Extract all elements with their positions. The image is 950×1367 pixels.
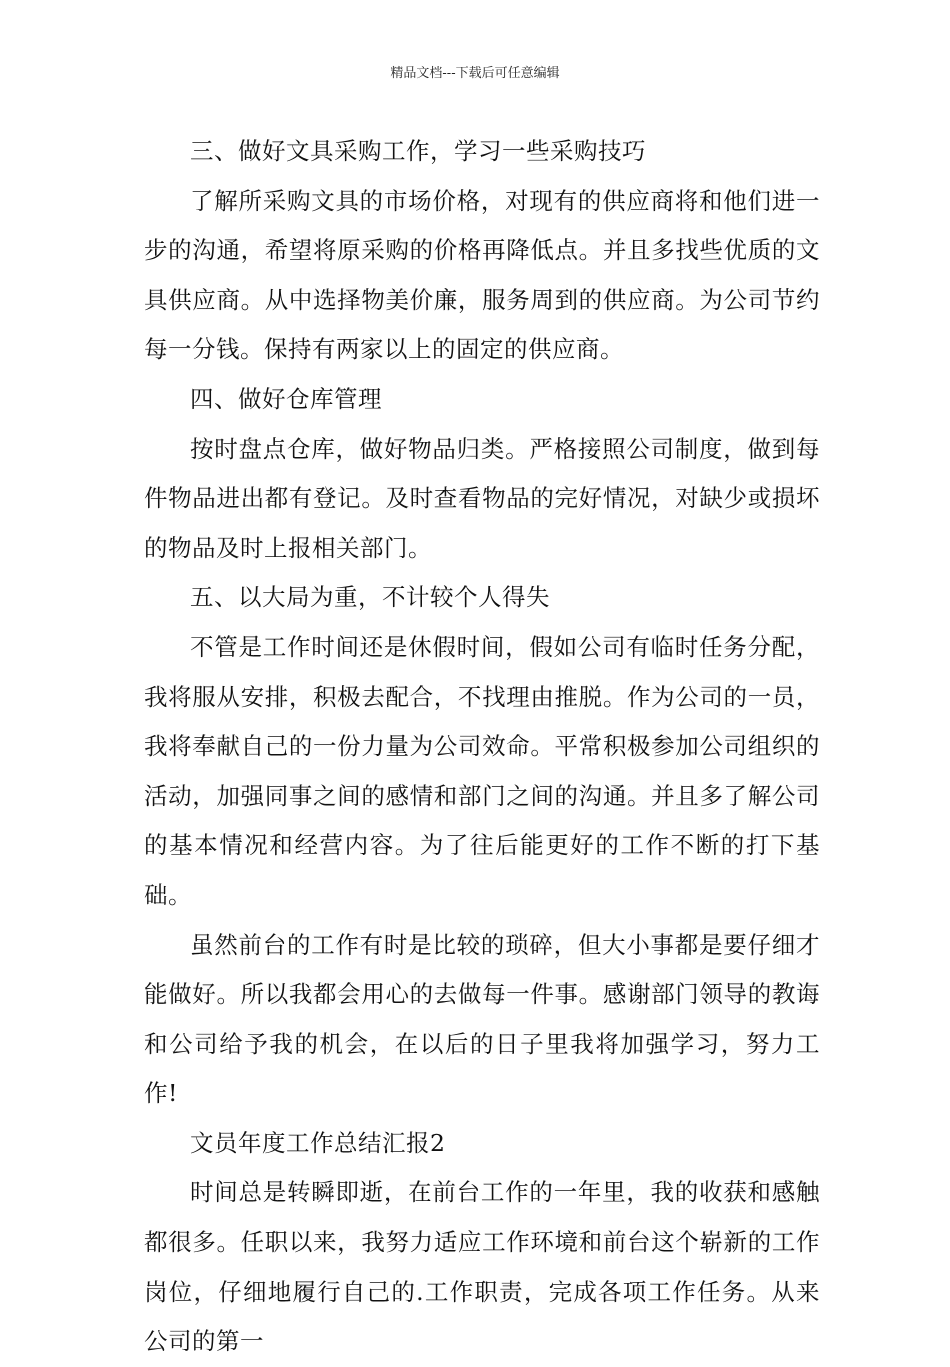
paragraph: 了解所采购文具的市场价格，对现有的供应商将和他们进一步的沟通，希望将原采购的价格再降低点。并且多找些优质的文具供应商。从中选择物美价廉，服务周到的供应商。为公司节约每一分钱。保持有两家以上的固定的供应商。 <box>144 186 820 364</box>
section-heading-4: 四、做好仓库管理 <box>190 384 382 413</box>
paragraph: 虽然前台的工作有时是比较的琐碎，但大小事都是要仔细才能做好。所以我都会用心的去做每一件事。感谢部门领导的教诲和公司给予我的机会，在以后的日子里我将加强学习，努力工作! <box>144 930 820 1108</box>
paragraph: 不管是工作时间还是休假时间，假如公司有临时任务分配，我将服从安排，积极去配合，不找理由推脱。作为公司的一员，我将奉献自己的一份力量为公司效命。平常积极参加公司组织的活动，加强同事之间的感情和部门之间的沟通。并且多了解公司的基本情况和经营内容。为了往后能更好的工作不断的打下基础。 <box>144 632 820 909</box>
page-header: 精品文档---下载后可任意编辑 <box>390 66 560 81</box>
section-heading-3: 三、做好文具采购工作，学习一些采购技巧 <box>190 137 646 165</box>
report-title: 文员年度工作总结汇报2 <box>190 1128 446 1157</box>
paragraph: 时间总是转瞬即逝，在前台工作的一年里，我的收获和感触都很多。任职以来，我努力适应工作环境和前台这个崭新的工作岗位，仔细地履行自己的.工作职责，完成各项工作任务。从来公司的第一 <box>144 1178 820 1356</box>
paragraph: 按时盘点仓库，做好物品归类。严格接照公司制度，做到每件物品进出都有登记。及时查看物品的完好情况，对缺少或损坏的物品及时上报相关部门。 <box>144 434 820 562</box>
section-heading-5: 五、以大局为重，不计较个人得失 <box>190 583 550 612</box>
document-body <box>144 127 820 1367</box>
